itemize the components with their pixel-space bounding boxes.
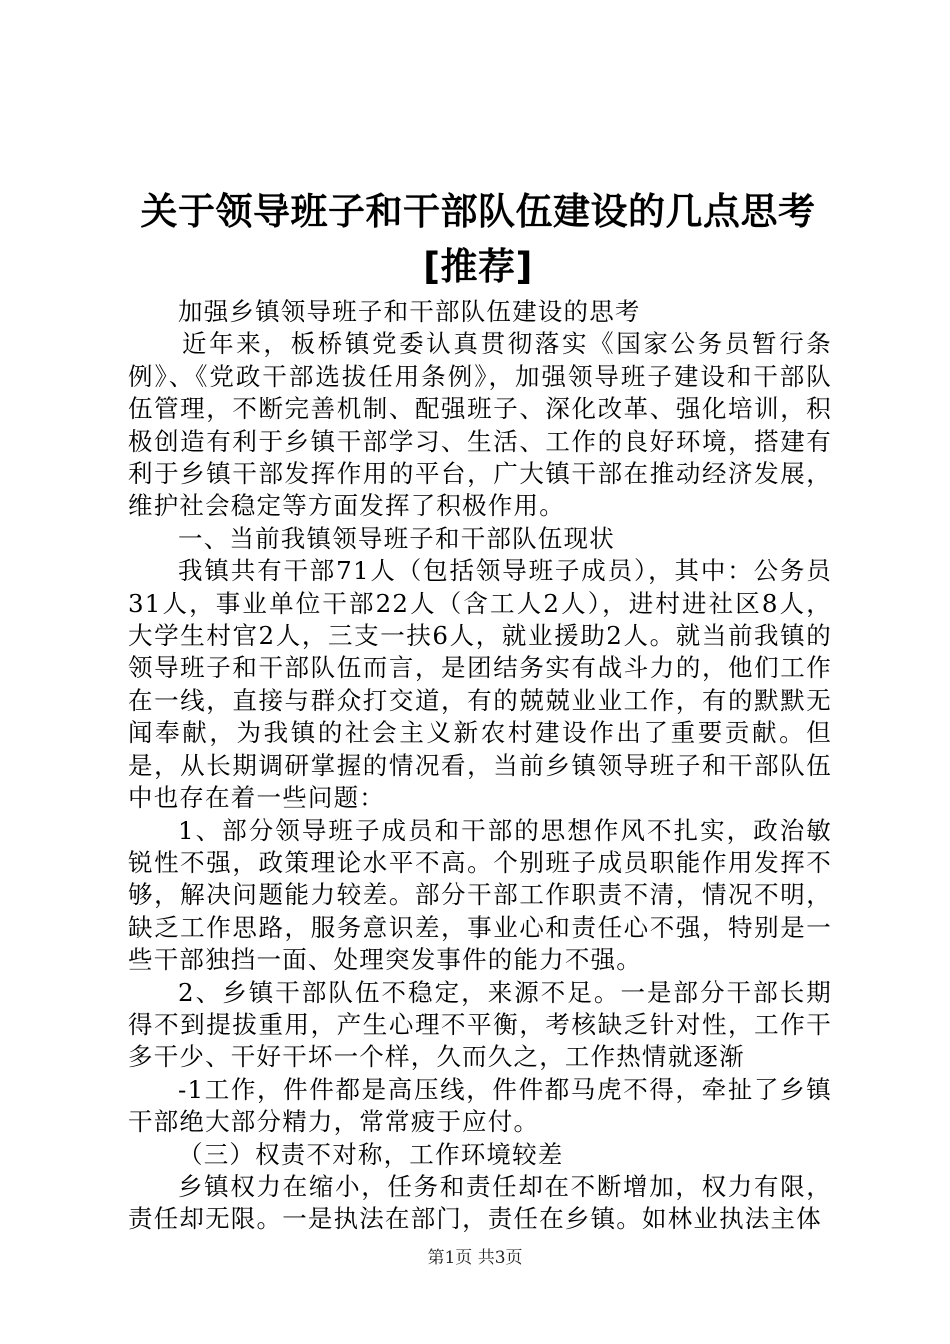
page-number: 第1页 共3页: [427, 1248, 523, 1268]
subtitle-paragraph: 加强乡镇领导班子和干部队伍建设的思考: [178, 297, 641, 326]
body-paragraph: 乡镇权力在缩小，任务和责任却在不断增加，权力有限，责任却无限。一是执法在部门，责任在乡镇。如林业执法主体: [128, 1171, 832, 1234]
document-body: [128, 296, 832, 1236]
body-paragraph: -1工作，件件都是高压线，件件都马虎不得，牵扯了乡镇干部绝大部分精力，常常疲于应付。: [128, 1074, 832, 1137]
intro-paragraph: 近年来，板桥镇党委认真贯彻落实《国家公务员暂行条例》、《党政干部选拔任用条例》，加强领导班子建设和干部队伍管理，不断完善机制、配强班子、深化改革、强化培训，积极创造有利于乡镇干部学习、生活、工作的良好环境，搭建有利于乡镇干部发挥作用的平台，广大镇干部在推动经济发展，维护社会稳定等方面发挥了积极作用。: [128, 329, 832, 521]
subsection-heading: （三）权责不对称，工作环境较差: [178, 1139, 564, 1169]
document-title: 关于领导班子和干部队伍建设的几点思考[推荐]: [140, 190, 816, 288]
body-paragraph: 1、部分领导班子成员和干部的思想作风不扎实，政治敏锐性不强，政策理论水平不高。个别班子成员职能作用发挥不够，解决问题能力较差。部分干部工作职责不清，情况不明，缺乏工作思路，服务意识差，事业心和责任心不强，特别是一些干部独挡一面、处理突发事件的能力不强。: [128, 815, 832, 975]
body-paragraph: 我镇共有干部71人（包括领导班子成员），其中：公务员31人，事业单位干部22人（含工人2人），进村进社区8人，大学生村官2人，三支一扶6人，就业援助2人。就当前我镇的领导班子和干部队伍而言，是团结务实有战斗力的，他们工作在一线，直接与群众打交道，有的兢兢业业工作，有的默默无闻奉献，为我镇的社会主义新农村建设作出了重要贡献。但是，从长期调研掌握的情况看，当前乡镇领导班子和干部队伍中也存在着一些问题：: [128, 556, 832, 813]
section-heading: 一、当前我镇领导班子和干部队伍现状: [178, 523, 615, 553]
body-paragraph: 2、乡镇干部队伍不稳定，来源不足。一是部分干部长期得不到提拔重用，产生心理不平衡，考核缺乏针对性，工作干多干少、干好干坏一个样，久而久之，工作热情就逐渐: [128, 977, 832, 1072]
